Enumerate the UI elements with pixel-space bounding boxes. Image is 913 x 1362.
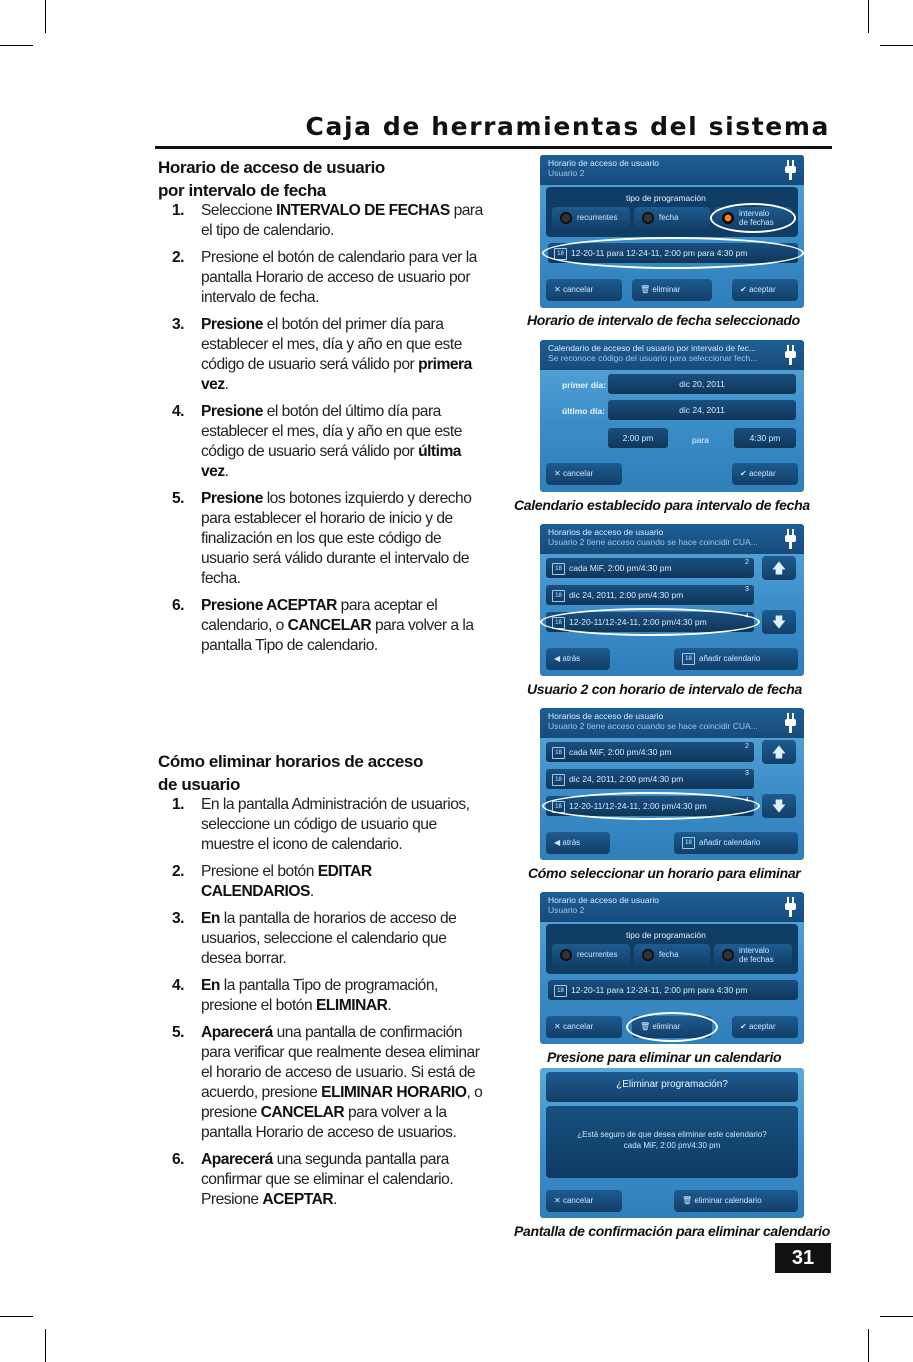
figure-caption: Presione para eliminar un calendario <box>547 1049 782 1065</box>
calendar-icon: 18 <box>554 985 567 997</box>
crop-mark <box>880 1316 913 1317</box>
dialog-title: ¿Eliminar programación? <box>616 1079 728 1090</box>
cancel-button[interactable]: ✕ cancelar <box>546 463 622 485</box>
recurring-option[interactable]: recurrentes <box>552 944 630 966</box>
crop-mark <box>45 0 46 33</box>
calendar-icon: 18 <box>552 590 565 602</box>
screen-select-schedule: Horarios de acceso de usuario Usuario 2 tiene acceso cuando se hace coincidir CUA... 18 cada MiF, 2:00 pm/4:30 pm 2 18 dic 24, 2011, 2:00 pm/4:30 pm 3 18 12-20-11/12-24-11, 2:00 pm/4:30 pm 4 🡅 🡇 ◀ atrás 18 añadir calendario <box>540 708 804 860</box>
close-icon: ✕ <box>554 469 563 478</box>
step: 4. En la pantalla Tipo de programación, presione el botón ELIMINAR. <box>172 977 438 1014</box>
arrow-down-icon[interactable]: 🡇 <box>762 610 796 634</box>
trash-icon: 🗑 <box>682 1196 695 1205</box>
back-arrow-icon: ◀ <box>554 838 563 847</box>
radio-icon <box>642 949 654 961</box>
calendar-icon: 18 <box>552 774 565 786</box>
highlight-oval <box>710 203 796 233</box>
schedule-row[interactable]: 18 cada MiF, 2:00 pm/4:30 pm <box>546 558 754 578</box>
cancel-button[interactable]: ✕ cancelar <box>546 1016 622 1038</box>
schedule-row[interactable]: 18 dic 24, 2011, 2:00 pm/4:30 pm <box>546 585 754 605</box>
add-calendar-button[interactable]: 18 añadir calendario <box>674 648 798 670</box>
date-range-option[interactable]: intervalo de fechas <box>714 207 792 229</box>
trash-icon: 🗑 <box>640 285 653 294</box>
schedule-row-date-range[interactable]: 18 12-20-11/12-24-11, 2:00 pm/4:30 pm <box>546 612 754 632</box>
page-title: Caja de herramientas del sistema <box>305 112 830 141</box>
screen-calendar-range: Calendario de acceso del usuario por intervalo de fec... Se reconoce código del usuario para seleccionar fech... primer día: dic 20, 2011 último día: dic 24, 2011 2:00 pm para 4:30 pm ✕ cancelar ✔ aceptar <box>540 340 804 492</box>
close-icon: ✕ <box>554 285 563 294</box>
section-title: Horario de acceso de usuario por intervalo de fecha <box>158 158 385 200</box>
step: 1. En la pantalla Administración de usuarios, seleccione un código de usuario que muestre el icono de calendario. <box>172 796 470 853</box>
plug-icon <box>785 897 796 917</box>
calendar-icon: 18 <box>682 653 695 665</box>
calendar-icon: 18 <box>554 248 567 260</box>
figure-caption: Cómo seleccionar un horario para eliminar <box>528 865 801 881</box>
first-day-button[interactable]: dic 20, 2011 <box>608 374 796 394</box>
date-option[interactable]: fecha <box>634 944 710 966</box>
dialog-schedule: cada MiF, 2:00 pm/4:30 pm <box>623 1141 721 1150</box>
radio-icon <box>560 212 572 224</box>
start-time-button[interactable]: 2:00 pm <box>608 428 668 448</box>
add-calendar-button[interactable]: 18 añadir calendario <box>674 832 798 854</box>
schedule-field[interactable]: 18 12-20-11 para 12-24-11, 2:00 pm para 4:30 pm <box>548 243 798 263</box>
figure-caption: Pantalla de confirmación para eliminar calendario <box>514 1223 830 1239</box>
calendar-icon: 18 <box>552 747 565 759</box>
step: 6. Aparecerá una segunda pantalla para confirmar que se eliminar el calendario. Presione ACEPTAR. <box>172 1151 454 1208</box>
delete-calendar-button[interactable]: 🗑 eliminar calendario <box>674 1190 798 1212</box>
step: 4. Presione el botón del último día para establecer el mes, día y año en que este código de usuario será válido por última vez. <box>172 403 462 480</box>
crop-mark <box>0 45 33 46</box>
check-icon: ✔ <box>740 469 749 478</box>
section-date-range <box>158 156 483 663</box>
highlight-oval <box>626 1012 718 1042</box>
schedule-field[interactable]: 18 12-20-11 para 12-24-11, 2:00 pm para 4:30 pm <box>548 980 798 1000</box>
recurring-option[interactable]: recurrentes <box>552 207 630 229</box>
close-icon: ✕ <box>554 1022 563 1031</box>
plug-icon <box>785 160 796 180</box>
page-number: 31 <box>775 1243 831 1273</box>
close-icon: ✕ <box>554 1196 563 1205</box>
calendar-icon: 18 <box>552 617 565 629</box>
radio-icon <box>642 212 654 224</box>
calendar-icon: 18 <box>682 837 695 849</box>
radio-icon <box>560 949 572 961</box>
step: 2. Presione el botón de calendario para ver la pantalla Horario de acceso de usuario por intervalo de fecha. <box>172 249 477 306</box>
date-option[interactable]: fecha <box>634 207 710 229</box>
back-button[interactable]: ◀ atrás <box>546 832 610 854</box>
date-range-option[interactable]: intervalo de fechas <box>714 944 792 966</box>
header-rule <box>155 146 832 149</box>
figure-caption: Usuario 2 con horario de intervalo de fecha <box>527 681 802 697</box>
accept-button[interactable]: ✔ aceptar <box>732 1016 798 1038</box>
arrow-up-icon[interactable]: 🡅 <box>762 556 796 580</box>
screen-user-schedules: Horarios de acceso de usuario Usuario 2 tiene acceso cuando se hace coincidir CUA... 18 cada MiF, 2:00 pm/4:30 pm 2 18 dic 24, 2011, 2:00 pm/4:30 pm 3 18 12-20-11/12-24-11, 2:00 pm/4:30 pm 4 🡅 🡇 ◀ atrás 18 añadir calendario <box>540 524 804 676</box>
screen-delete-schedule: Horario de acceso de usuario Usuario 2 tipo de programación recurrentes fecha intervalo de fechas 18 12-20-11 para 12-24-11, 2:00 pm para 4:30 pm ✕ cancelar 🗑 eliminar ✔ aceptar <box>540 892 804 1044</box>
accept-button[interactable]: ✔ aceptar <box>732 463 798 485</box>
crop-mark <box>868 0 869 33</box>
section-delete-schedules <box>158 750 483 1217</box>
highlight-oval <box>542 237 804 269</box>
last-day-button[interactable]: dic 24, 2011 <box>608 400 796 420</box>
crop-mark <box>0 1316 33 1317</box>
step: 5. Aparecerá una pantalla de confirmación para verificar que realmente desea eliminar el horario de acceso de usuario. Si está de acuerdo, presione ELIMINAR HORARIO, o presione CANCELAR para volver a la pantalla Horario de acceso de usuarios. <box>172 1024 483 1141</box>
schedule-row[interactable]: 18 cada MiF, 2:00 pm/4:30 pm <box>546 742 754 762</box>
cancel-button[interactable]: ✕ cancelar <box>546 1190 622 1212</box>
crop-mark <box>868 1329 869 1362</box>
back-button[interactable]: ◀ atrás <box>546 648 610 670</box>
section-title: Cómo eliminar horarios de acceso de usuario <box>158 752 423 794</box>
check-icon: ✔ <box>740 1022 749 1031</box>
delete-button[interactable]: 🗑 eliminar <box>632 279 712 301</box>
accept-button[interactable]: ✔ aceptar <box>732 279 798 301</box>
highlight-oval <box>542 792 760 820</box>
steps-list <box>158 795 483 1210</box>
plug-icon <box>785 345 796 365</box>
check-icon: ✔ <box>740 285 749 294</box>
step: 2. Presione el botón EDITAR CALENDARIOS. <box>172 863 372 900</box>
schedule-row-date-range[interactable]: 18 12-20-11/12-24-11, 2:00 pm/4:30 pm <box>546 796 754 816</box>
schedule-row[interactable]: 18 dic 24, 2011, 2:00 pm/4:30 pm <box>546 769 754 789</box>
crop-mark <box>880 45 913 46</box>
cancel-button[interactable]: ✕ cancelar <box>546 279 622 301</box>
plug-icon <box>785 713 796 733</box>
step: 6. Presione ACEPTAR para aceptar el calendario, o CANCELAR para volver a la pantalla Tipo de calendario. <box>172 597 474 654</box>
end-time-button[interactable]: 4:30 pm <box>734 428 796 448</box>
step: 5. Presione los botones izquierdo y derecho para establecer el horario de inicio y de finalización en los que este código de usuario será válido durante el intervalo de fecha. <box>172 490 472 587</box>
step: 3. Presione el botón del primer día para establecer el mes, día y año en que este código de usuario será válido por primera vez. <box>172 316 472 393</box>
back-arrow-icon: ◀ <box>554 654 563 663</box>
arrow-up-icon[interactable]: 🡅 <box>762 740 796 764</box>
screen-schedule-type: Horario de acceso de usuario Usuario 2 tipo de programación recurrentes fecha intervalo de fechas 18 12-20-11 para 12-24-11, 2:00 pm para 4:30 pm ✕ cancelar 🗑 eliminar ✔ aceptar <box>540 155 804 308</box>
figure-caption: Horario de intervalo de fecha seleccionado <box>527 312 800 328</box>
calendar-icon: 18 <box>552 563 565 575</box>
trash-icon: 🗑 <box>640 1022 653 1031</box>
calendar-icon: 18 <box>552 801 565 813</box>
step: 3. En la pantalla de horarios de acceso de usuarios, seleccione el calendario que desea borrar. <box>172 910 457 967</box>
crop-mark <box>45 1329 46 1362</box>
highlight-oval <box>540 608 760 636</box>
arrow-down-icon[interactable]: 🡇 <box>762 794 796 818</box>
screen-confirm-delete <box>540 1068 804 1218</box>
step: 1. Seleccione INTERVALO DE FECHAS para el tipo de calendario. <box>172 202 483 239</box>
figure-caption: Calendario establecido para intervalo de fecha <box>514 497 810 513</box>
steps-list <box>158 201 483 656</box>
radio-icon <box>722 949 734 961</box>
dialog-message: ¿Está seguro de que desea eliminar este calendario? <box>577 1130 767 1139</box>
plug-icon <box>785 529 796 549</box>
delete-button[interactable]: 🗑 eliminar <box>632 1016 712 1038</box>
